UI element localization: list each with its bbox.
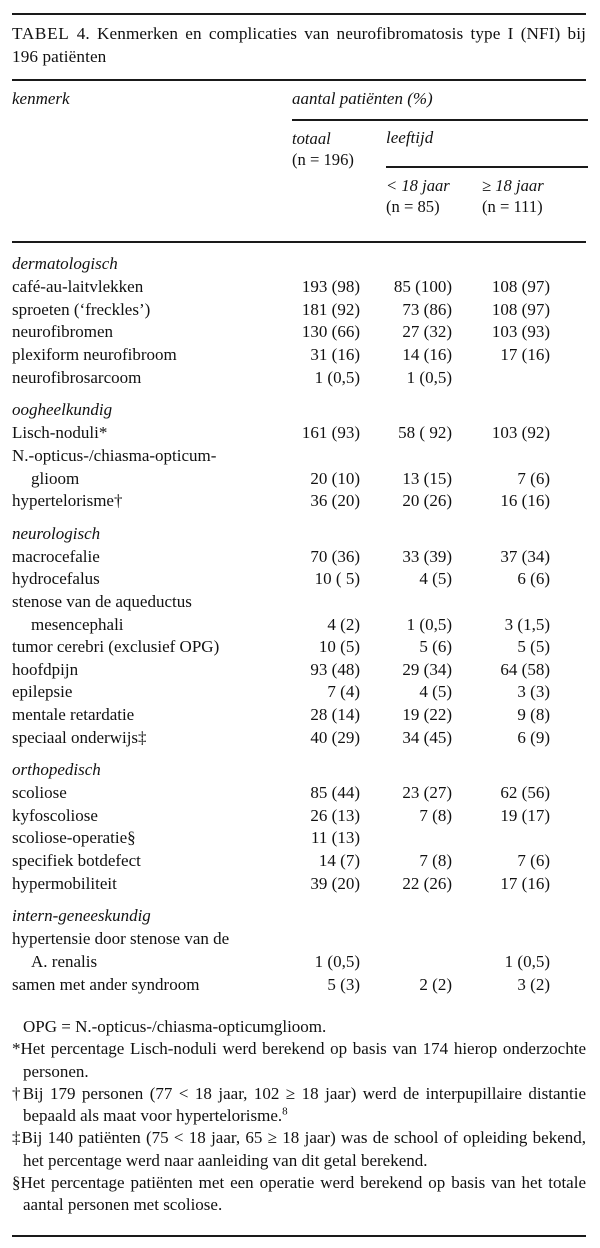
cell-total: 193 (98)	[301, 277, 360, 297]
cell-young: 27 (32)	[402, 322, 452, 342]
row-label: N.-opticus-/chiasma-opticum-	[12, 445, 217, 465]
cell-young: 20 (26)	[402, 491, 452, 511]
section-title: oogheelkundig	[12, 400, 113, 420]
row-label: café-au-laitvlekken	[12, 277, 144, 297]
footnote-marker: ‡	[12, 1128, 22, 1148]
row-label: tumor cerebri (exclusief OPG)	[12, 637, 220, 657]
table-row	[12, 367, 586, 390]
cell-total: 161 (93)	[301, 423, 360, 443]
footnote	[12, 1038, 586, 1083]
column-header-young-n: (n = 85)	[386, 197, 440, 217]
cell-adult: 6 (9)	[517, 727, 550, 747]
row-label: A. renalis	[31, 951, 98, 971]
row-label: scoliose	[12, 783, 67, 803]
row-label: mesencephali	[31, 614, 124, 634]
cell-total: 31 (16)	[310, 345, 360, 364]
table-section	[12, 249, 586, 389]
rule-top	[12, 13, 586, 15]
cell-young: 73 (86)	[402, 299, 452, 319]
cell-young: 13 (15)	[402, 468, 452, 488]
section-title: neurologisch	[12, 523, 101, 543]
row-label: hoofdpijn	[12, 659, 79, 679]
footnote	[12, 1016, 586, 1038]
table-row	[12, 546, 586, 569]
table-row	[12, 568, 586, 591]
cell-total: 70 (36)	[310, 546, 360, 566]
cell-adult: 1 (0,5)	[504, 951, 550, 971]
column-header-adult-label: ≥ 18 jaar	[482, 176, 544, 196]
row-label: scoliose-operatie§	[12, 828, 136, 848]
cell-adult: 17 (16)	[500, 873, 550, 893]
cell-young: 85 (100)	[393, 277, 452, 297]
section-title: dermatologisch	[12, 254, 118, 274]
cell-adult: 108 (97)	[491, 277, 550, 297]
row-label: epilepsie	[12, 682, 73, 702]
cell-young: 4 (5)	[419, 682, 452, 702]
cell-total: 26 (13)	[310, 805, 360, 825]
cell-adult: 19 (17)	[500, 805, 550, 825]
row-label: mentale retardatie	[12, 704, 135, 724]
cell-total: 40 (29)	[310, 727, 360, 747]
footnote-text: Het percentage Lisch-noduli werd berekend op basis van 174 hierop onderzochte personen.	[20, 1039, 586, 1081]
cell-young: 33 (39)	[402, 546, 452, 566]
footnote-marker: §	[12, 1173, 21, 1193]
footnote	[12, 1083, 586, 1128]
row-label: Lisch-noduli*	[12, 423, 108, 443]
cell-adult: 103 (92)	[491, 423, 550, 443]
cell-total: 39 (20)	[310, 873, 360, 893]
table-row	[12, 951, 586, 974]
table-row	[12, 321, 586, 344]
rule-under-leeftijd	[386, 166, 588, 168]
table-row	[12, 873, 586, 896]
column-header-aantal-patienten: aantal patiënten (%)	[292, 89, 433, 109]
footnote-text: Bij 140 patiënten (75 < 18 jaar, 65 ≥ 18 jaar) was de school of opleiding bekend, het percentage werd naar aanleiding van dit getal berekend.	[21, 1128, 587, 1170]
cell-total: 36 (20)	[310, 491, 360, 511]
cell-young: 7 (8)	[419, 851, 452, 871]
table-row	[12, 659, 586, 682]
cell-young: 1 (0,5)	[406, 614, 452, 634]
rule-under-header	[12, 241, 586, 243]
cell-young: 58 ( 92)	[398, 423, 452, 443]
footnote	[12, 1172, 586, 1217]
row-label: stenose van de aqueductus	[12, 592, 192, 611]
caption-label: TABEL	[12, 24, 70, 43]
table-section	[12, 895, 586, 996]
row-label: samen met ander syndroom	[12, 974, 200, 994]
row-label: hypermobiliteit	[12, 873, 117, 893]
cell-total: 10 (5)	[318, 637, 360, 657]
row-label: specifiek botdefect	[12, 851, 141, 871]
cell-adult: 108 (97)	[491, 299, 550, 319]
footnote-text: Bij 179 personen (77 < 18 jaar, 102 ≥ 18 jaar) werd de interpupillaire distantie bepaald als maat voor hypertelorisme.	[22, 1083, 587, 1126]
table-page	[0, 13, 600, 1248]
table-row	[12, 344, 586, 367]
cell-adult: 103 (93)	[491, 322, 550, 342]
cell-young: 23 (27)	[402, 783, 452, 803]
cell-total: 181 (92)	[301, 299, 360, 319]
cell-adult: 62 (56)	[500, 783, 550, 803]
table-row	[12, 850, 586, 873]
cell-adult: 3 (3)	[517, 682, 550, 702]
cell-adult: 5 (5)	[517, 637, 550, 657]
cell-total: 10 ( 5)	[314, 569, 360, 589]
table-row	[12, 928, 586, 951]
table-section	[12, 513, 586, 749]
cell-adult: 7 (6)	[517, 851, 550, 871]
column-header-young	[386, 175, 450, 217]
footnote-text: OPG = N.-opticus-/chiasma-opticumglioom.	[23, 1017, 327, 1037]
table-section	[12, 749, 586, 895]
row-label: hypertelorisme†	[12, 491, 123, 511]
cell-total: 1 (0,5)	[314, 951, 360, 971]
row-label: neurofibrosarcoom	[12, 367, 142, 387]
cell-young: 7 (8)	[419, 805, 452, 825]
cell-adult: 9 (8)	[517, 704, 550, 724]
table-row	[12, 727, 586, 750]
cell-young: 2 (2)	[419, 974, 452, 994]
cell-adult: 64 (58)	[500, 659, 550, 679]
table-row	[12, 805, 586, 828]
cell-adult: 6 (6)	[517, 569, 550, 589]
footnote-marker: *	[12, 1039, 21, 1059]
table-row	[12, 636, 586, 659]
table-row	[12, 974, 586, 997]
table-row	[12, 299, 586, 322]
cell-young: 22 (26)	[402, 873, 452, 893]
table-row	[12, 445, 586, 468]
table-row	[12, 276, 586, 299]
cell-young: 14 (16)	[402, 345, 452, 364]
rule-under-aantal	[292, 119, 588, 121]
table-caption	[12, 22, 586, 68]
cell-total: 20 (10)	[310, 468, 360, 488]
cell-total: 11 (13)	[311, 828, 360, 848]
column-header-adult-n: (n = 111)	[482, 197, 543, 217]
table-header	[12, 89, 586, 241]
footnote	[12, 1127, 586, 1172]
cell-total: 7 (4)	[327, 682, 360, 702]
table-body	[12, 249, 586, 996]
column-header-totaal-label: totaal	[292, 129, 331, 149]
row-label: speciaal onderwijs‡	[12, 727, 147, 747]
cell-young: 34 (45)	[402, 727, 452, 747]
column-header-totaal-n: (n = 196)	[292, 150, 354, 170]
cell-total: 1 (0,5)	[314, 367, 360, 387]
footnotes	[12, 1016, 586, 1216]
cell-total: 93 (48)	[310, 659, 360, 679]
row-label: kyfoscoliose	[12, 805, 98, 825]
footnote-reference: 8	[282, 1105, 288, 1118]
table-row	[12, 827, 586, 850]
table-row	[12, 614, 586, 637]
cell-total: 130 (66)	[301, 322, 360, 342]
cell-adult: 7 (6)	[517, 468, 550, 488]
cell-total: 5 (3)	[327, 974, 360, 994]
table-row	[12, 422, 586, 445]
cell-young: 29 (34)	[402, 659, 452, 679]
rule-under-caption	[12, 79, 586, 81]
row-label: plexiform neurofibroom	[12, 345, 177, 364]
column-header-totaal	[292, 128, 354, 170]
cell-adult: 16 (16)	[500, 491, 550, 511]
cell-total: 28 (14)	[310, 704, 360, 724]
section-title: intern-geneeskundig	[12, 906, 151, 926]
table-row	[12, 468, 586, 491]
cell-adult: 17 (16)	[500, 345, 550, 364]
row-label: neurofibromen	[12, 322, 114, 342]
column-header-leeftijd: leeftijd	[386, 128, 434, 148]
table-section	[12, 389, 586, 513]
table-row	[12, 591, 586, 614]
cell-adult: 37 (34)	[500, 546, 550, 566]
row-label: hypertensie door stenose van de	[12, 929, 230, 949]
column-header-young-label: < 18 jaar	[386, 176, 450, 196]
cell-young: 1 (0,5)	[406, 367, 452, 387]
footnote-text: Het percentage patiënten met een operatie werd berekend op basis van het totale aantal personen met scoliose.	[20, 1173, 586, 1215]
table-row	[12, 704, 586, 727]
column-header-adult	[482, 175, 544, 217]
caption-number: 4.	[76, 24, 90, 43]
table-row	[12, 681, 586, 704]
row-label: sproeten (‘freckles’)	[12, 299, 151, 319]
cell-total: 85 (44)	[310, 783, 360, 803]
cell-young: 4 (5)	[419, 569, 452, 589]
cell-total: 14 (7)	[318, 851, 360, 871]
cell-young: 5 (6)	[419, 637, 452, 657]
footnote-marker: †	[12, 1083, 23, 1103]
table-row	[12, 490, 586, 513]
row-label: glioom	[31, 468, 80, 488]
caption-text: Kenmerken en complicaties van neurofibromatosis type I (NFI) bij 196 patiënten	[12, 24, 587, 67]
row-label: hydrocefalus	[12, 569, 100, 589]
cell-young: 19 (22)	[402, 704, 452, 724]
cell-adult: 3 (1,5)	[504, 614, 550, 634]
cell-total: 4 (2)	[327, 614, 360, 634]
row-label: macrocefalie	[12, 546, 100, 566]
cell-adult: 3 (2)	[517, 974, 550, 994]
column-header-kenmerk: kenmerk	[12, 89, 70, 109]
table-row	[12, 782, 586, 805]
section-title: orthopedisch	[12, 760, 101, 780]
